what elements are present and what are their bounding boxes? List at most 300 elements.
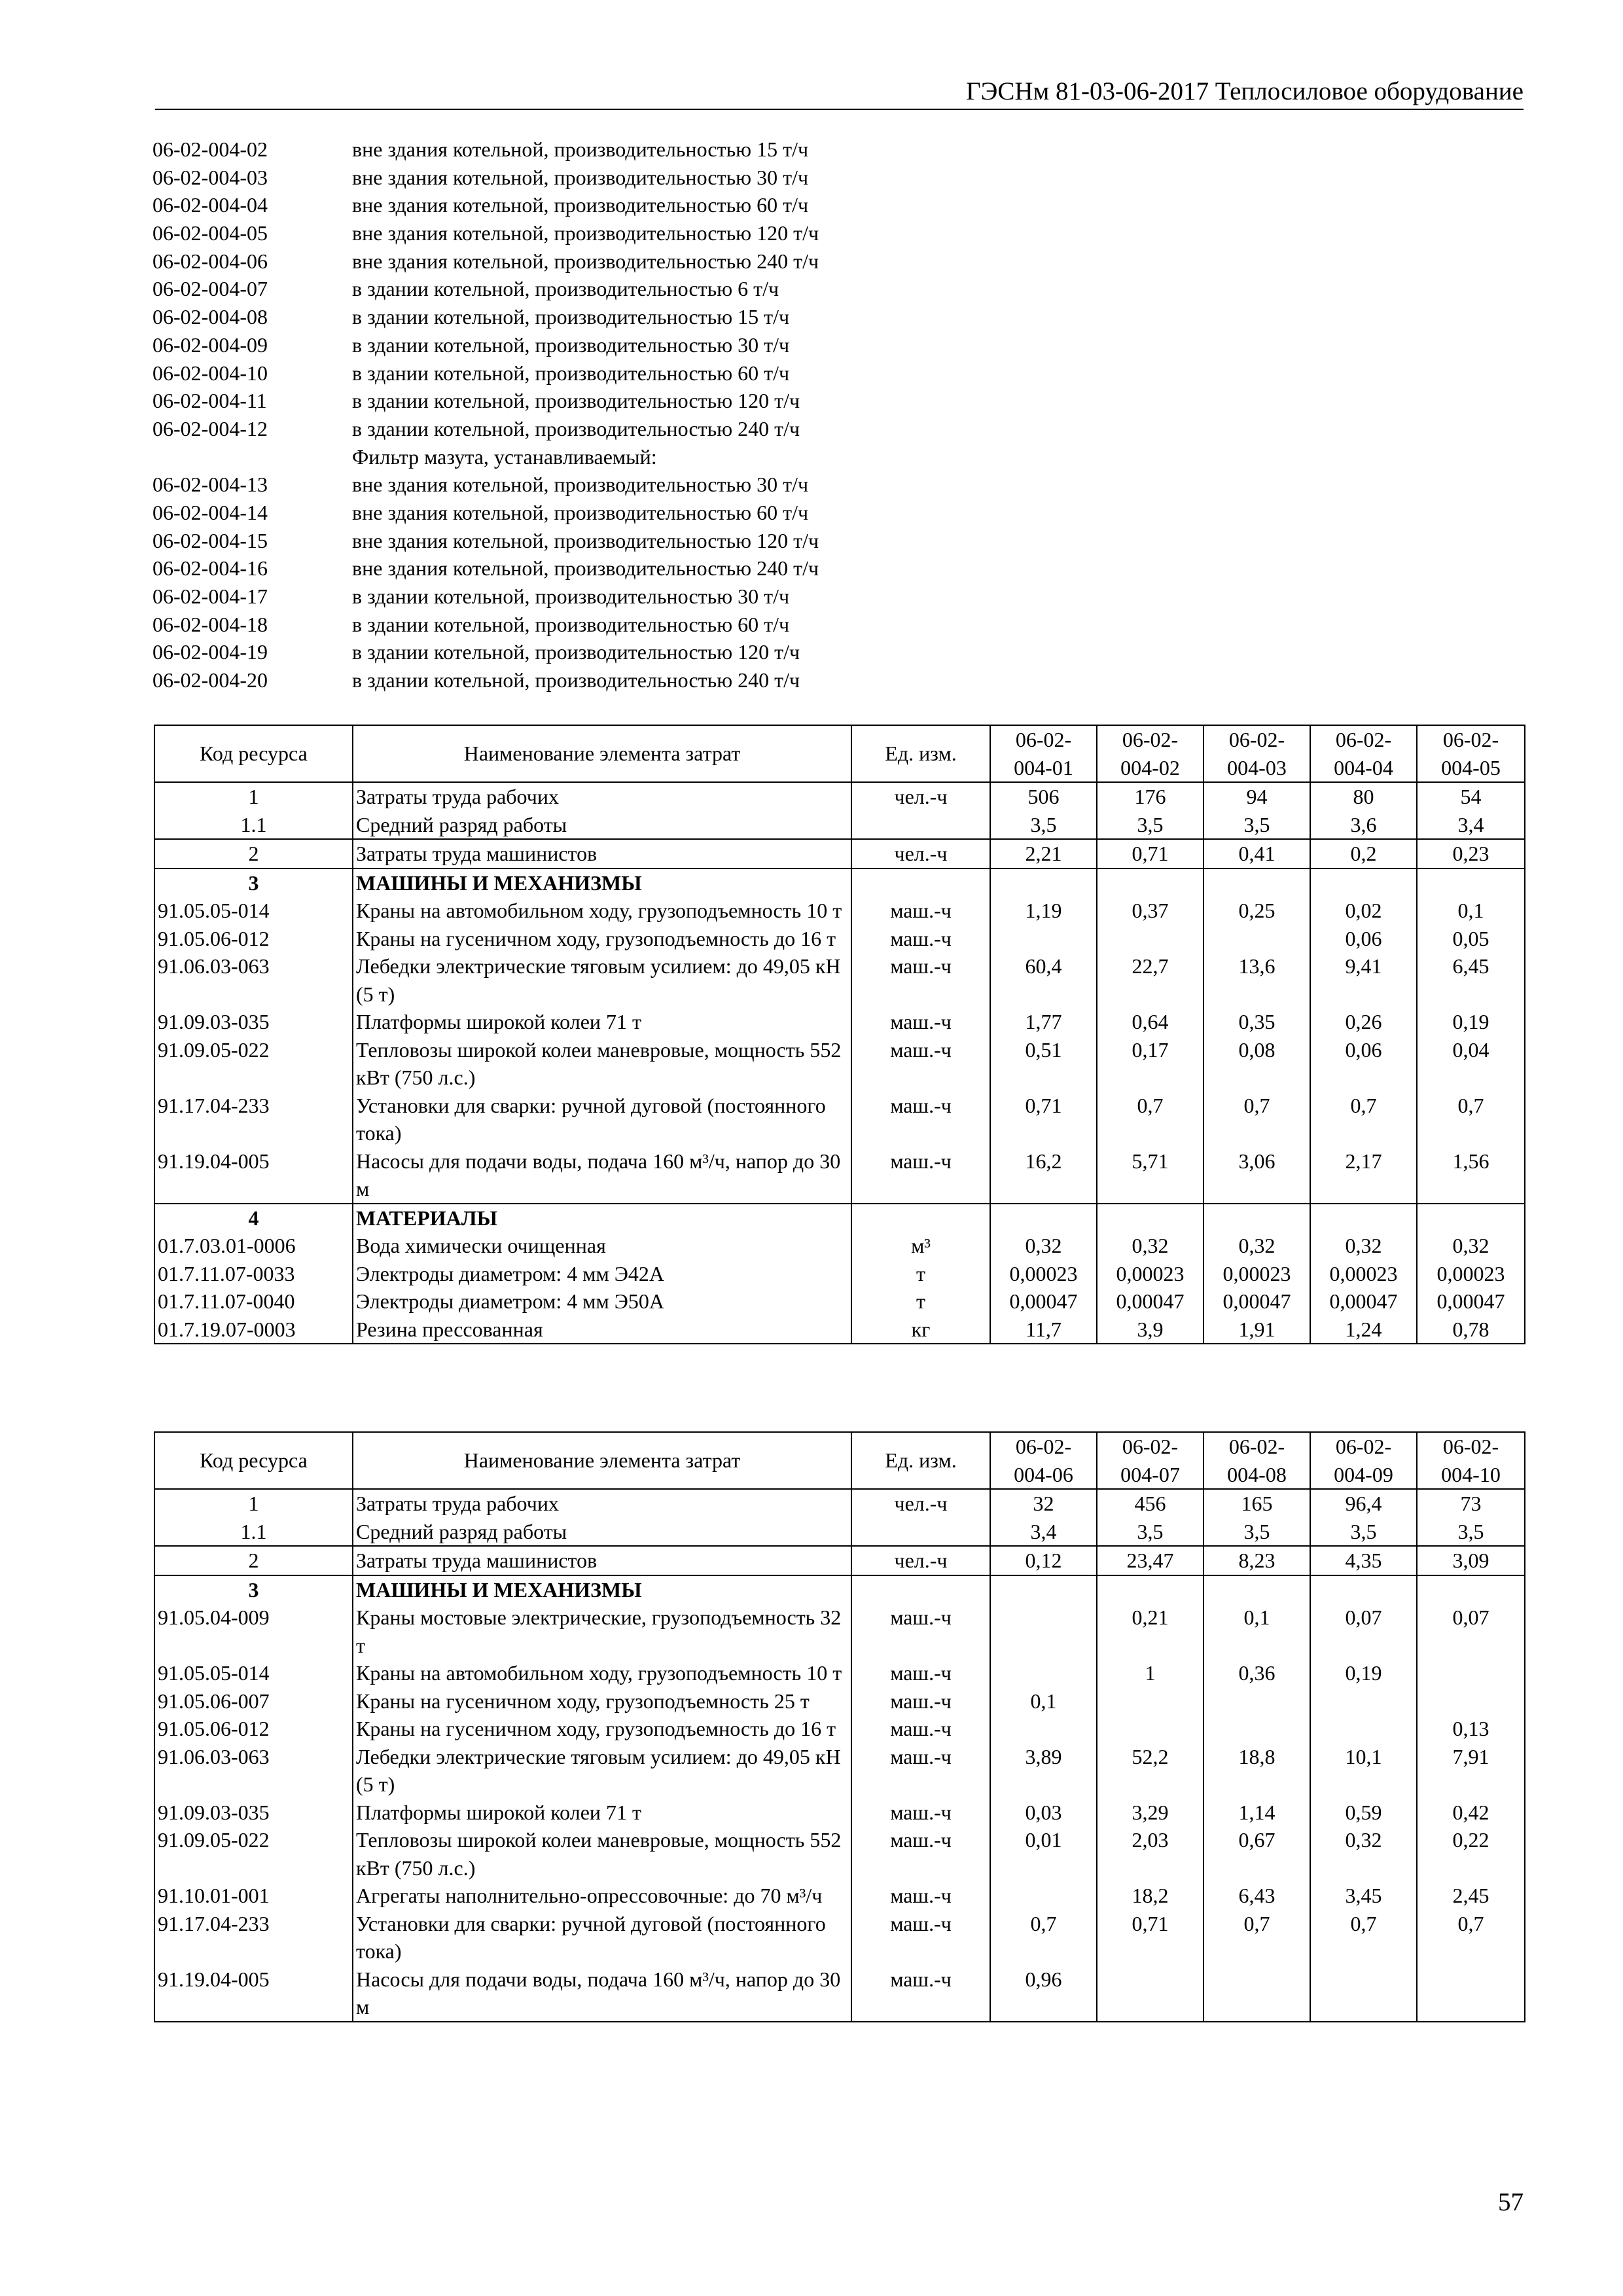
norm-value — [1097, 925, 1204, 953]
cost-element-name: Средний разряд работы — [353, 811, 851, 840]
norm-value: 7,91 — [1417, 1743, 1525, 1799]
norm-value: 3,09 — [1417, 1546, 1525, 1575]
cost-element-name: Краны на гусеничном ходу, грузоподъемность до 16 т — [353, 1715, 851, 1743]
cost-element-name: Затраты труда машинистов — [353, 1546, 851, 1575]
norm-value: 0,21 — [1097, 1604, 1204, 1659]
header-norm-column: 06-02- 004-02 — [1097, 725, 1204, 782]
code-list-item — [152, 443, 819, 471]
norm-description: в здании котельной, производительностью 60 т/ч — [352, 361, 790, 385]
norm-value: 176 — [1097, 782, 1204, 811]
norm-value — [1310, 1575, 1417, 1604]
unit: маш.-ч — [851, 1965, 990, 2022]
norm-value: 0,71 — [1097, 839, 1204, 869]
header-norm-column: 06-02- 004-03 — [1204, 725, 1310, 782]
resource-code: 91.09.05-022 — [154, 1036, 353, 1092]
header-norm-column: 06-02- 004-04 — [1310, 725, 1417, 782]
norm-value — [1310, 1204, 1417, 1232]
norm-value: 0,1 — [1417, 897, 1525, 925]
table-row — [154, 1826, 1525, 1882]
norm-value: 0,59 — [1310, 1799, 1417, 1827]
norm-code: 06-02-004-17 — [152, 584, 268, 608]
norm-value: 0,02 — [1310, 897, 1417, 925]
norm-value: 3,4 — [990, 1518, 1097, 1547]
table-row — [154, 1092, 1525, 1147]
norm-value: 0,22 — [1417, 1826, 1525, 1882]
header-unit: Ед. изм. — [851, 1432, 990, 1489]
unit: маш.-ч — [851, 1743, 990, 1799]
norm-value: 0,96 — [990, 1965, 1097, 2022]
cost-element-name: Платформы широкой колеи 71 т — [353, 1008, 851, 1036]
norm-value — [1204, 1965, 1310, 2022]
norm-value: 0,42 — [1417, 1799, 1525, 1827]
table-row — [154, 1260, 1525, 1288]
code-list-item — [152, 415, 819, 443]
unit: маш.-ч — [851, 1036, 990, 1092]
table-row — [154, 1715, 1525, 1743]
resource-code: 3 — [154, 869, 353, 897]
code-list-item — [152, 359, 819, 387]
unit: маш.-ч — [851, 925, 990, 953]
norm-value: 0,00023 — [1417, 1260, 1525, 1288]
norm-value: 1,14 — [1204, 1799, 1310, 1827]
norm-value: 0,13 — [1417, 1715, 1525, 1743]
table-row — [154, 1799, 1525, 1827]
table-row — [154, 1965, 1525, 2022]
table-row — [154, 1910, 1525, 1965]
code-list-item — [152, 331, 819, 359]
header-name: Наименование элемента затрат — [353, 725, 851, 782]
norm-code: 06-02-004-04 — [152, 193, 268, 217]
table-row — [154, 782, 1525, 811]
norm-description: вне здания котельной, производительностью 120 т/ч — [352, 221, 819, 245]
header-norm-column: 06-02- 004-08 — [1204, 1432, 1310, 1489]
cost-element-name: Затраты труда рабочих — [353, 782, 851, 811]
code-list-item — [152, 387, 819, 415]
resource-table-2 — [154, 1431, 1525, 2022]
table-row — [154, 1546, 1525, 1575]
cost-element-name: Вода химически очищенная — [353, 1232, 851, 1260]
cost-element-name: Насосы для подачи воды, подача 160 м³/ч, напор до 30 м — [353, 1965, 851, 2022]
cost-element-name: Краны на автомобильном ходу, грузоподъемность 10 т — [353, 897, 851, 925]
norm-value — [990, 1575, 1097, 1604]
page-number: 57 — [1498, 2188, 1524, 2216]
cost-element-name: Насосы для подачи воды, подача 160 м³/ч, напор до 30 м — [353, 1147, 851, 1204]
cost-element-name: Лебедки электрические тяговым усилием: до 49,05 кН (5 т) — [353, 1743, 851, 1799]
norm-description: в здании котельной, производительностью 15 т/ч — [352, 305, 790, 329]
norm-value: 1,77 — [990, 1008, 1097, 1036]
unit: т — [851, 1287, 990, 1316]
norm-description: в здании котельной, производительностью 30 т/ч — [352, 584, 790, 608]
norm-description: вне здания котельной, производительностью 60 т/ч — [352, 500, 809, 524]
norm-description: вне здания котельной, производительностью 240 т/ч — [352, 249, 819, 273]
unit: маш.-ч — [851, 952, 990, 1008]
norm-value — [1204, 925, 1310, 953]
resource-code: 91.17.04-233 — [154, 1910, 353, 1965]
norm-value: 1 — [1097, 1659, 1204, 1687]
unit — [851, 1204, 990, 1232]
norm-value: 3,4 — [1417, 811, 1525, 840]
norm-value: 11,7 — [990, 1316, 1097, 1344]
norm-description: в здании котельной, производительностью 240 т/ч — [352, 668, 800, 692]
norm-value: 0,37 — [1097, 897, 1204, 925]
norm-value — [1417, 1965, 1525, 2022]
norm-value — [1417, 1687, 1525, 1715]
table-row — [154, 1036, 1525, 1092]
table-header-row — [154, 1432, 1525, 1489]
table-row — [154, 897, 1525, 925]
resource-code: 01.7.11.07-0033 — [154, 1260, 353, 1288]
resource-code: 91.17.04-233 — [154, 1092, 353, 1147]
norm-value — [1097, 1965, 1204, 2022]
code-list-item — [152, 638, 819, 666]
table-row — [154, 1687, 1525, 1715]
unit — [851, 811, 990, 840]
norm-value — [990, 1659, 1097, 1687]
unit: маш.-ч — [851, 1092, 990, 1147]
cost-element-name: МАТЕРИАЛЫ — [353, 1204, 851, 1232]
norm-value: 0,00023 — [990, 1260, 1097, 1288]
unit: маш.-ч — [851, 1715, 990, 1743]
norm-value: 32 — [990, 1489, 1097, 1518]
norm-value: 3,29 — [1097, 1799, 1204, 1827]
resource-code: 91.05.06-012 — [154, 925, 353, 953]
norm-value: 96,4 — [1310, 1489, 1417, 1518]
code-list-item — [152, 499, 819, 527]
norm-value: 5,71 — [1097, 1147, 1204, 1204]
norm-value — [990, 925, 1097, 953]
norm-value — [990, 1882, 1097, 1910]
norm-value: 0,51 — [990, 1036, 1097, 1092]
norm-value: 52,2 — [1097, 1743, 1204, 1799]
norm-value: 0,1 — [990, 1687, 1097, 1715]
norm-code: 06-02-004-05 — [152, 221, 268, 245]
norm-description: в здании котельной, производительностью 120 т/ч — [352, 640, 800, 664]
norm-code: 06-02-004-19 — [152, 640, 268, 664]
resource-code: 4 — [154, 1204, 353, 1232]
norm-code: 06-02-004-16 — [152, 556, 268, 581]
table-row — [154, 1575, 1525, 1604]
norm-value: 0,00047 — [990, 1287, 1097, 1316]
cost-element-name: Затраты труда рабочих — [353, 1489, 851, 1518]
norm-value: 0,7 — [1204, 1092, 1310, 1147]
norm-value: 8,23 — [1204, 1546, 1310, 1575]
header-name: Наименование элемента затрат — [353, 1432, 851, 1489]
table-row — [154, 1882, 1525, 1910]
norm-value: 0,71 — [990, 1092, 1097, 1147]
norm-code: 06-02-004-14 — [152, 500, 268, 524]
document-title: ГЭСНм 81-03-06-2017 Теплосиловое оборудование — [966, 77, 1524, 105]
norm-value: 0,07 — [1417, 1604, 1525, 1659]
norm-code — [152, 443, 352, 471]
table-row — [154, 1518, 1525, 1547]
table-row — [154, 952, 1525, 1008]
unit: чел.-ч — [851, 1546, 990, 1575]
resource-code: 91.05.06-007 — [154, 1687, 353, 1715]
norm-code: 06-02-004-02 — [152, 137, 268, 161]
resource-code: 01.7.19.07-0003 — [154, 1316, 353, 1344]
norm-value: 10,1 — [1310, 1743, 1417, 1799]
norm-value: 0,7 — [1417, 1910, 1525, 1965]
norm-value: 3,5 — [1097, 1518, 1204, 1547]
norm-description: вне здания котельной, производительностью 30 т/ч — [352, 473, 809, 497]
norm-description: в здании котельной, производительностью 6 т/ч — [352, 277, 779, 301]
cost-element-name: Установки для сварки: ручной дуговой (постоянного тока) — [353, 1910, 851, 1965]
norm-value: 3,5 — [1204, 811, 1310, 840]
norm-value — [990, 1604, 1097, 1659]
unit — [851, 1518, 990, 1547]
norm-value: 165 — [1204, 1489, 1310, 1518]
unit: чел.-ч — [851, 782, 990, 811]
cost-element-name: Тепловозы широкой колеи маневровые, мощность 552 кВт (750 л.с.) — [353, 1036, 851, 1092]
unit: чел.-ч — [851, 1489, 990, 1518]
norm-value: 13,6 — [1204, 952, 1310, 1008]
code-list-item — [152, 471, 819, 499]
resource-code: 91.10.01-001 — [154, 1882, 353, 1910]
norm-value: 1,56 — [1417, 1147, 1525, 1204]
norm-value — [1417, 869, 1525, 897]
norm-value — [1097, 1575, 1204, 1604]
unit: маш.-ч — [851, 1604, 990, 1659]
page-header — [155, 77, 1524, 110]
resource-code: 2 — [154, 839, 353, 869]
norm-value: 9,41 — [1310, 952, 1417, 1008]
resource-code: 91.09.03-035 — [154, 1799, 353, 1827]
norm-code: 06-02-004-08 — [152, 305, 268, 329]
header-norm-column: 06-02- 004-06 — [990, 1432, 1097, 1489]
resource-code: 1.1 — [154, 1518, 353, 1547]
table-row — [154, 1287, 1525, 1316]
norm-code: 06-02-004-10 — [152, 361, 268, 385]
cost-element-name: Краны мостовые электрические, грузоподъемность 32 т — [353, 1604, 851, 1659]
norm-value: 0,00047 — [1417, 1287, 1525, 1316]
norm-value: 0,00023 — [1204, 1260, 1310, 1288]
norm-value: 0,03 — [990, 1799, 1097, 1827]
norm-value: 0,05 — [1417, 925, 1525, 953]
header-code: Код ресурса — [154, 725, 353, 782]
norm-description: вне здания котельной, производительностью 15 т/ч — [352, 137, 809, 161]
norm-value: 0,19 — [1310, 1659, 1417, 1687]
resource-code: 01.7.11.07-0040 — [154, 1287, 353, 1316]
norm-value: 0,7 — [1097, 1092, 1204, 1147]
resource-code: 91.19.04-005 — [154, 1147, 353, 1204]
cost-element-name: Затраты труда машинистов — [353, 839, 851, 869]
norm-code: 06-02-004-15 — [152, 528, 268, 552]
norm-value: 6,43 — [1204, 1882, 1310, 1910]
resource-code: 91.06.03-063 — [154, 952, 353, 1008]
norm-description: вне здания котельной, производительностью 120 т/ч — [352, 528, 819, 552]
norm-value: 0,06 — [1310, 1036, 1417, 1092]
resource-code: 91.05.06-012 — [154, 1715, 353, 1743]
resource-code: 2 — [154, 1546, 353, 1575]
norm-value: 0,7 — [1310, 1092, 1417, 1147]
resource-code: 01.7.03.01-0006 — [154, 1232, 353, 1260]
norm-description: в здании котельной, производительностью 240 т/ч — [352, 416, 800, 440]
norm-value — [1417, 1575, 1525, 1604]
resource-code: 91.06.03-063 — [154, 1743, 353, 1799]
code-list-item — [152, 164, 819, 192]
cost-element-name: Электроды диаметром: 4 мм Э42А — [353, 1260, 851, 1288]
norm-description: в здании котельной, производительностью 60 т/ч — [352, 612, 790, 636]
norm-value: 0,32 — [1097, 1232, 1204, 1260]
code-list — [152, 135, 819, 694]
norm-value: 0,41 — [1204, 839, 1310, 869]
norm-value: 0,04 — [1417, 1036, 1525, 1092]
table-header-row — [154, 725, 1525, 782]
norm-value — [1417, 1204, 1525, 1232]
table-row — [154, 869, 1525, 897]
cost-element-name: Резина прессованная — [353, 1316, 851, 1344]
norm-value: 3,6 — [1310, 811, 1417, 840]
norm-value: 0,32 — [1417, 1232, 1525, 1260]
norm-value — [1097, 1204, 1204, 1232]
code-list-item — [152, 527, 819, 555]
norm-value — [1204, 1715, 1310, 1743]
norm-description: вне здания котельной, производительностью 240 т/ч — [352, 556, 819, 581]
norm-value: 0,35 — [1204, 1008, 1310, 1036]
norm-value — [1097, 1715, 1204, 1743]
table-row — [154, 1316, 1525, 1344]
norm-value: 0,01 — [990, 1826, 1097, 1882]
norm-code: 06-02-004-20 — [152, 668, 268, 692]
norm-value: 80 — [1310, 782, 1417, 811]
norm-code: 06-02-004-06 — [152, 249, 268, 273]
code-list-item — [152, 247, 819, 276]
norm-value: 3,5 — [1097, 811, 1204, 840]
header-unit: Ед. изм. — [851, 725, 990, 782]
norm-value: 0,64 — [1097, 1008, 1204, 1036]
norm-value: 2,03 — [1097, 1826, 1204, 1882]
resource-code: 91.19.04-005 — [154, 1965, 353, 2022]
norm-value: 16,2 — [990, 1147, 1097, 1204]
table-row — [154, 1604, 1525, 1659]
header-norm-column: 06-02- 004-09 — [1310, 1432, 1417, 1489]
cost-element-name: МАШИНЫ И МЕХАНИЗМЫ — [353, 869, 851, 897]
norm-description: в здании котельной, производительностью 120 т/ч — [352, 389, 800, 413]
cost-element-name: МАШИНЫ И МЕХАНИЗМЫ — [353, 1575, 851, 1604]
norm-value: 0,7 — [990, 1910, 1097, 1965]
norm-value: 0,00047 — [1310, 1287, 1417, 1316]
norm-value — [990, 1715, 1097, 1743]
norm-value: 54 — [1417, 782, 1525, 811]
header-code: Код ресурса — [154, 1432, 353, 1489]
table-row — [154, 1489, 1525, 1518]
norm-value: 0,06 — [1310, 925, 1417, 953]
norm-value: 1,91 — [1204, 1316, 1310, 1344]
norm-value: 60,4 — [990, 952, 1097, 1008]
unit — [851, 1575, 990, 1604]
norm-value: 0,32 — [1310, 1826, 1417, 1882]
norm-value: 23,47 — [1097, 1546, 1204, 1575]
code-list-item — [152, 191, 819, 219]
norm-code: 06-02-004-07 — [152, 277, 268, 301]
norm-value: 22,7 — [1097, 952, 1204, 1008]
code-list-item — [152, 666, 819, 694]
table-row — [154, 839, 1525, 869]
code-list-item — [152, 275, 819, 303]
resource-code: 91.05.04-009 — [154, 1604, 353, 1659]
cost-element-name: Краны на гусеничном ходу, грузоподъемность до 16 т — [353, 925, 851, 953]
table-row — [154, 1008, 1525, 1036]
norm-value — [1310, 1965, 1417, 2022]
resource-code: 3 — [154, 1575, 353, 1604]
cost-element-name: Средний разряд работы — [353, 1518, 851, 1547]
norm-value: 0,00023 — [1097, 1260, 1204, 1288]
norm-value — [1204, 1687, 1310, 1715]
norm-value: 1,19 — [990, 897, 1097, 925]
norm-value: 0,19 — [1417, 1008, 1525, 1036]
norm-value: 3,5 — [1310, 1518, 1417, 1547]
norm-value: 0,08 — [1204, 1036, 1310, 1092]
table-row — [154, 1204, 1525, 1232]
table-row — [154, 811, 1525, 840]
table-row — [154, 1743, 1525, 1799]
norm-value: 0,7 — [1204, 1910, 1310, 1965]
header-norm-column: 06-02- 004-05 — [1417, 725, 1525, 782]
header-norm-column: 06-02- 004-10 — [1417, 1432, 1525, 1489]
cost-element-name: Краны на гусеничном ходу, грузоподъемность 25 т — [353, 1687, 851, 1715]
cost-element-name: Агрегаты наполнительно-опрессовочные: до 70 м³/ч — [353, 1882, 851, 1910]
norm-code: 06-02-004-11 — [152, 389, 267, 413]
table-row — [154, 925, 1525, 953]
unit: маш.-ч — [851, 1799, 990, 1827]
norm-code: 06-02-004-18 — [152, 612, 268, 636]
unit: маш.-ч — [851, 1882, 990, 1910]
norm-value: 0,32 — [1310, 1232, 1417, 1260]
norm-value: 2,17 — [1310, 1147, 1417, 1204]
norm-value: 0,00047 — [1204, 1287, 1310, 1316]
norm-value — [1310, 1715, 1417, 1743]
norm-description: Фильтр мазута, устанавливаемый: — [352, 444, 657, 469]
norm-value — [990, 869, 1097, 897]
code-list-item — [152, 583, 819, 611]
cost-element-name: Платформы широкой колеи 71 т — [353, 1799, 851, 1827]
norm-value: 0,12 — [990, 1546, 1097, 1575]
unit: маш.-ч — [851, 1008, 990, 1036]
norm-value: 0,00047 — [1097, 1287, 1204, 1316]
unit — [851, 869, 990, 897]
norm-value: 0,26 — [1310, 1008, 1417, 1036]
norm-value: 0,78 — [1417, 1316, 1525, 1344]
norm-value — [1204, 1204, 1310, 1232]
norm-value: 0,1 — [1204, 1604, 1310, 1659]
norm-value: 2,45 — [1417, 1882, 1525, 1910]
norm-value: 0,32 — [1204, 1232, 1310, 1260]
code-list-item — [152, 135, 819, 164]
table-row — [154, 1147, 1525, 1204]
norm-code: 06-02-004-13 — [152, 473, 268, 497]
resource-code: 91.09.05-022 — [154, 1826, 353, 1882]
unit: т — [851, 1260, 990, 1288]
norm-description: вне здания котельной, производительностью 30 т/ч — [352, 165, 809, 189]
unit: маш.-ч — [851, 1910, 990, 1965]
header-norm-column: 06-02- 004-01 — [990, 725, 1097, 782]
norm-value: 0,17 — [1097, 1036, 1204, 1092]
norm-value: 0,23 — [1417, 839, 1525, 869]
norm-value: 3,9 — [1097, 1316, 1204, 1344]
resource-code: 1.1 — [154, 811, 353, 840]
norm-value: 6,45 — [1417, 952, 1525, 1008]
norm-value — [1310, 1687, 1417, 1715]
norm-value: 94 — [1204, 782, 1310, 811]
unit: маш.-ч — [851, 1826, 990, 1882]
unit: маш.-ч — [851, 1687, 990, 1715]
norm-value: 0,71 — [1097, 1910, 1204, 1965]
resource-code: 1 — [154, 782, 353, 811]
unit: маш.-ч — [851, 897, 990, 925]
resource-table-1 — [154, 725, 1525, 1344]
norm-value: 1,24 — [1310, 1316, 1417, 1344]
norm-value: 3,89 — [990, 1743, 1097, 1799]
